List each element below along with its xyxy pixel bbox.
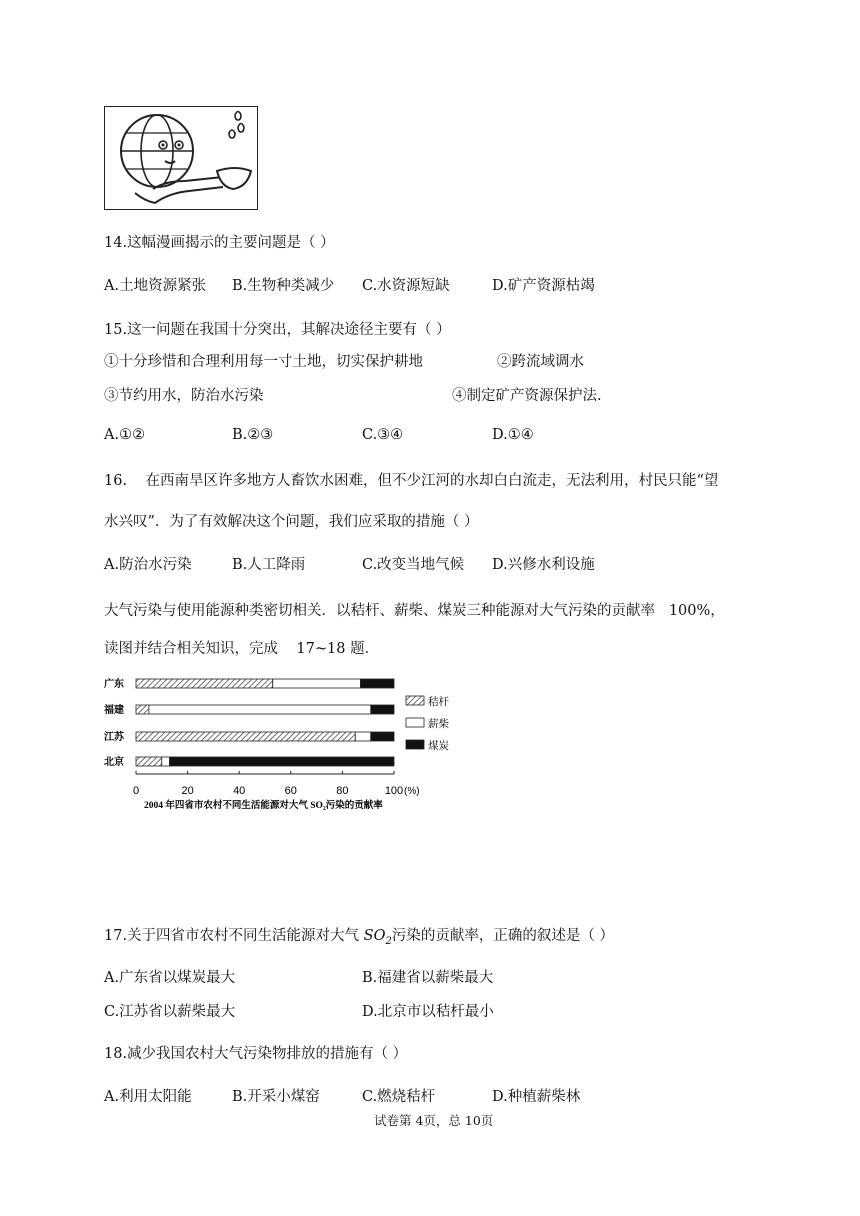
q17-formula: SO [363, 928, 386, 944]
q18-stem: 18.减少我国农村大气污染物排放的措施有（ ） [104, 1046, 408, 1062]
legend-swatch-hatch [406, 696, 424, 705]
q16-option-a[interactable]: A.防治水污染 [104, 557, 192, 573]
cartoon-image [104, 106, 258, 210]
bar-segment-hatch [136, 705, 149, 714]
bar-segment-hatch [136, 757, 162, 766]
energy-pollution-chart [100, 672, 450, 822]
q14-option-c[interactable]: C.水资源短缺 [362, 278, 450, 294]
category-label: 福建 [104, 705, 124, 716]
x-tick-label: 0 [132, 785, 140, 797]
q18-option-a[interactable]: A.利用太阳能 [104, 1089, 192, 1105]
bar-segment-black [371, 732, 394, 741]
q17-so2 [363, 928, 392, 947]
legend-label: 薪柴 [428, 718, 449, 730]
cartoon-drawing [105, 107, 256, 208]
bar-segment-white [273, 679, 361, 688]
intro-line2: 读图并结合相关知识，完成 17~18 题． [104, 641, 380, 657]
chart-svg [100, 672, 450, 822]
q16-option-b[interactable]: B.人工降雨 [232, 557, 306, 573]
q15-item-4: ④制定矿产资源保护法. [452, 388, 602, 404]
q15-item-1: ①十分珍惜和合理利用每一寸土地，切实保护耕地 [104, 354, 423, 370]
category-label: 北京 [104, 757, 124, 768]
x-axis-unit: (%) [404, 786, 420, 797]
category-label: 广东 [104, 679, 124, 690]
legend-label: 煤炭 [428, 740, 449, 752]
q18-option-c[interactable]: C.燃烧秸杆 [362, 1089, 436, 1105]
q14-stem: 14.这幅漫画揭示的主要问题是（ ） [104, 235, 335, 251]
q14-option-a[interactable]: A.土地资源紧张 [104, 278, 207, 294]
bar-segment-white [355, 732, 370, 741]
x-tick-label: 40 [233, 785, 246, 797]
page-footer: 试卷第 4页，总 10页 [374, 1113, 494, 1128]
bar-segment-black [360, 679, 394, 688]
bar-segment-hatch [136, 679, 273, 688]
q17-stem [104, 924, 614, 947]
q17-formula-sub: 2 [385, 935, 392, 947]
legend-swatch-white [406, 718, 424, 727]
chart-caption: 2004 年四省市农村不同生活能源对大气 SO₂污染的贡献率 [144, 801, 383, 811]
bar-segment-black [371, 705, 394, 714]
q15-item-3: ③节约用水，防治水污染 [104, 388, 264, 404]
q14-option-b[interactable]: B.生物种类减少 [232, 278, 335, 294]
q17-stem-pre: 17.关于四省市农村不同生活能源对大气 [104, 928, 364, 944]
q14-option-d[interactable]: D.矿产资源枯竭 [492, 278, 595, 294]
bar-segment-black [170, 757, 394, 766]
q15-option-d[interactable]: D.①④ [492, 427, 534, 443]
q15-option-b[interactable]: B.②③ [232, 427, 274, 443]
bar-segment-white [149, 705, 371, 714]
x-tick-label: 80 [336, 785, 349, 797]
q17-option-b[interactable]: B.福建省以薪柴最大 [362, 970, 494, 986]
intro-line1: 大气污染与使用能源种类密切相关．以秸杆、薪柴、煤炭三种能源对大气污染的贡献率 100%， [104, 603, 725, 619]
q16-option-d[interactable]: D.兴修水利设施 [492, 557, 595, 573]
q18-option-d[interactable]: D.种植薪柴林 [492, 1089, 581, 1105]
bar-segment-hatch [136, 732, 355, 741]
q18-option-b[interactable]: B.开采小煤窑 [232, 1089, 320, 1105]
q15-stem: 15.这一问题在我国十分突出，其解决途径主要有（ ） [104, 322, 451, 338]
legend-label: 秸杆 [428, 696, 449, 708]
legend-swatch-black [406, 740, 424, 749]
q15-option-a[interactable]: A.①② [104, 427, 146, 443]
q15-item-2: ②跨流域调水 [497, 354, 584, 370]
x-tick-label: 60 [284, 785, 297, 797]
category-label: 江苏 [104, 732, 124, 743]
q17-stem-post: 污染的贡献率，正确的叙述是（ ） [391, 928, 614, 944]
q15-option-c[interactable]: C.③④ [362, 427, 404, 443]
x-tick-label: 20 [181, 785, 194, 797]
q16-stem-line2: 水兴叹”．为了有效解决这个问题，我们应采取的措施（ ） [104, 514, 479, 530]
q16-stem-line1: 16. 在西南旱区许多地方人畜饮水困难，但不少江河的水却白白流走，无法利用，村民只能“望 [104, 473, 719, 489]
x-tick-label: 100 [384, 785, 404, 797]
q17-option-d[interactable]: D.北京市以秸杆最小 [362, 1004, 494, 1020]
q17-option-c[interactable]: C.江苏省以薪柴最大 [104, 1004, 236, 1020]
q16-option-c[interactable]: C.改变当地气候 [362, 557, 465, 573]
q17-option-a[interactable]: A.广东省以煤炭最大 [104, 970, 236, 986]
bar-segment-white [162, 757, 170, 766]
